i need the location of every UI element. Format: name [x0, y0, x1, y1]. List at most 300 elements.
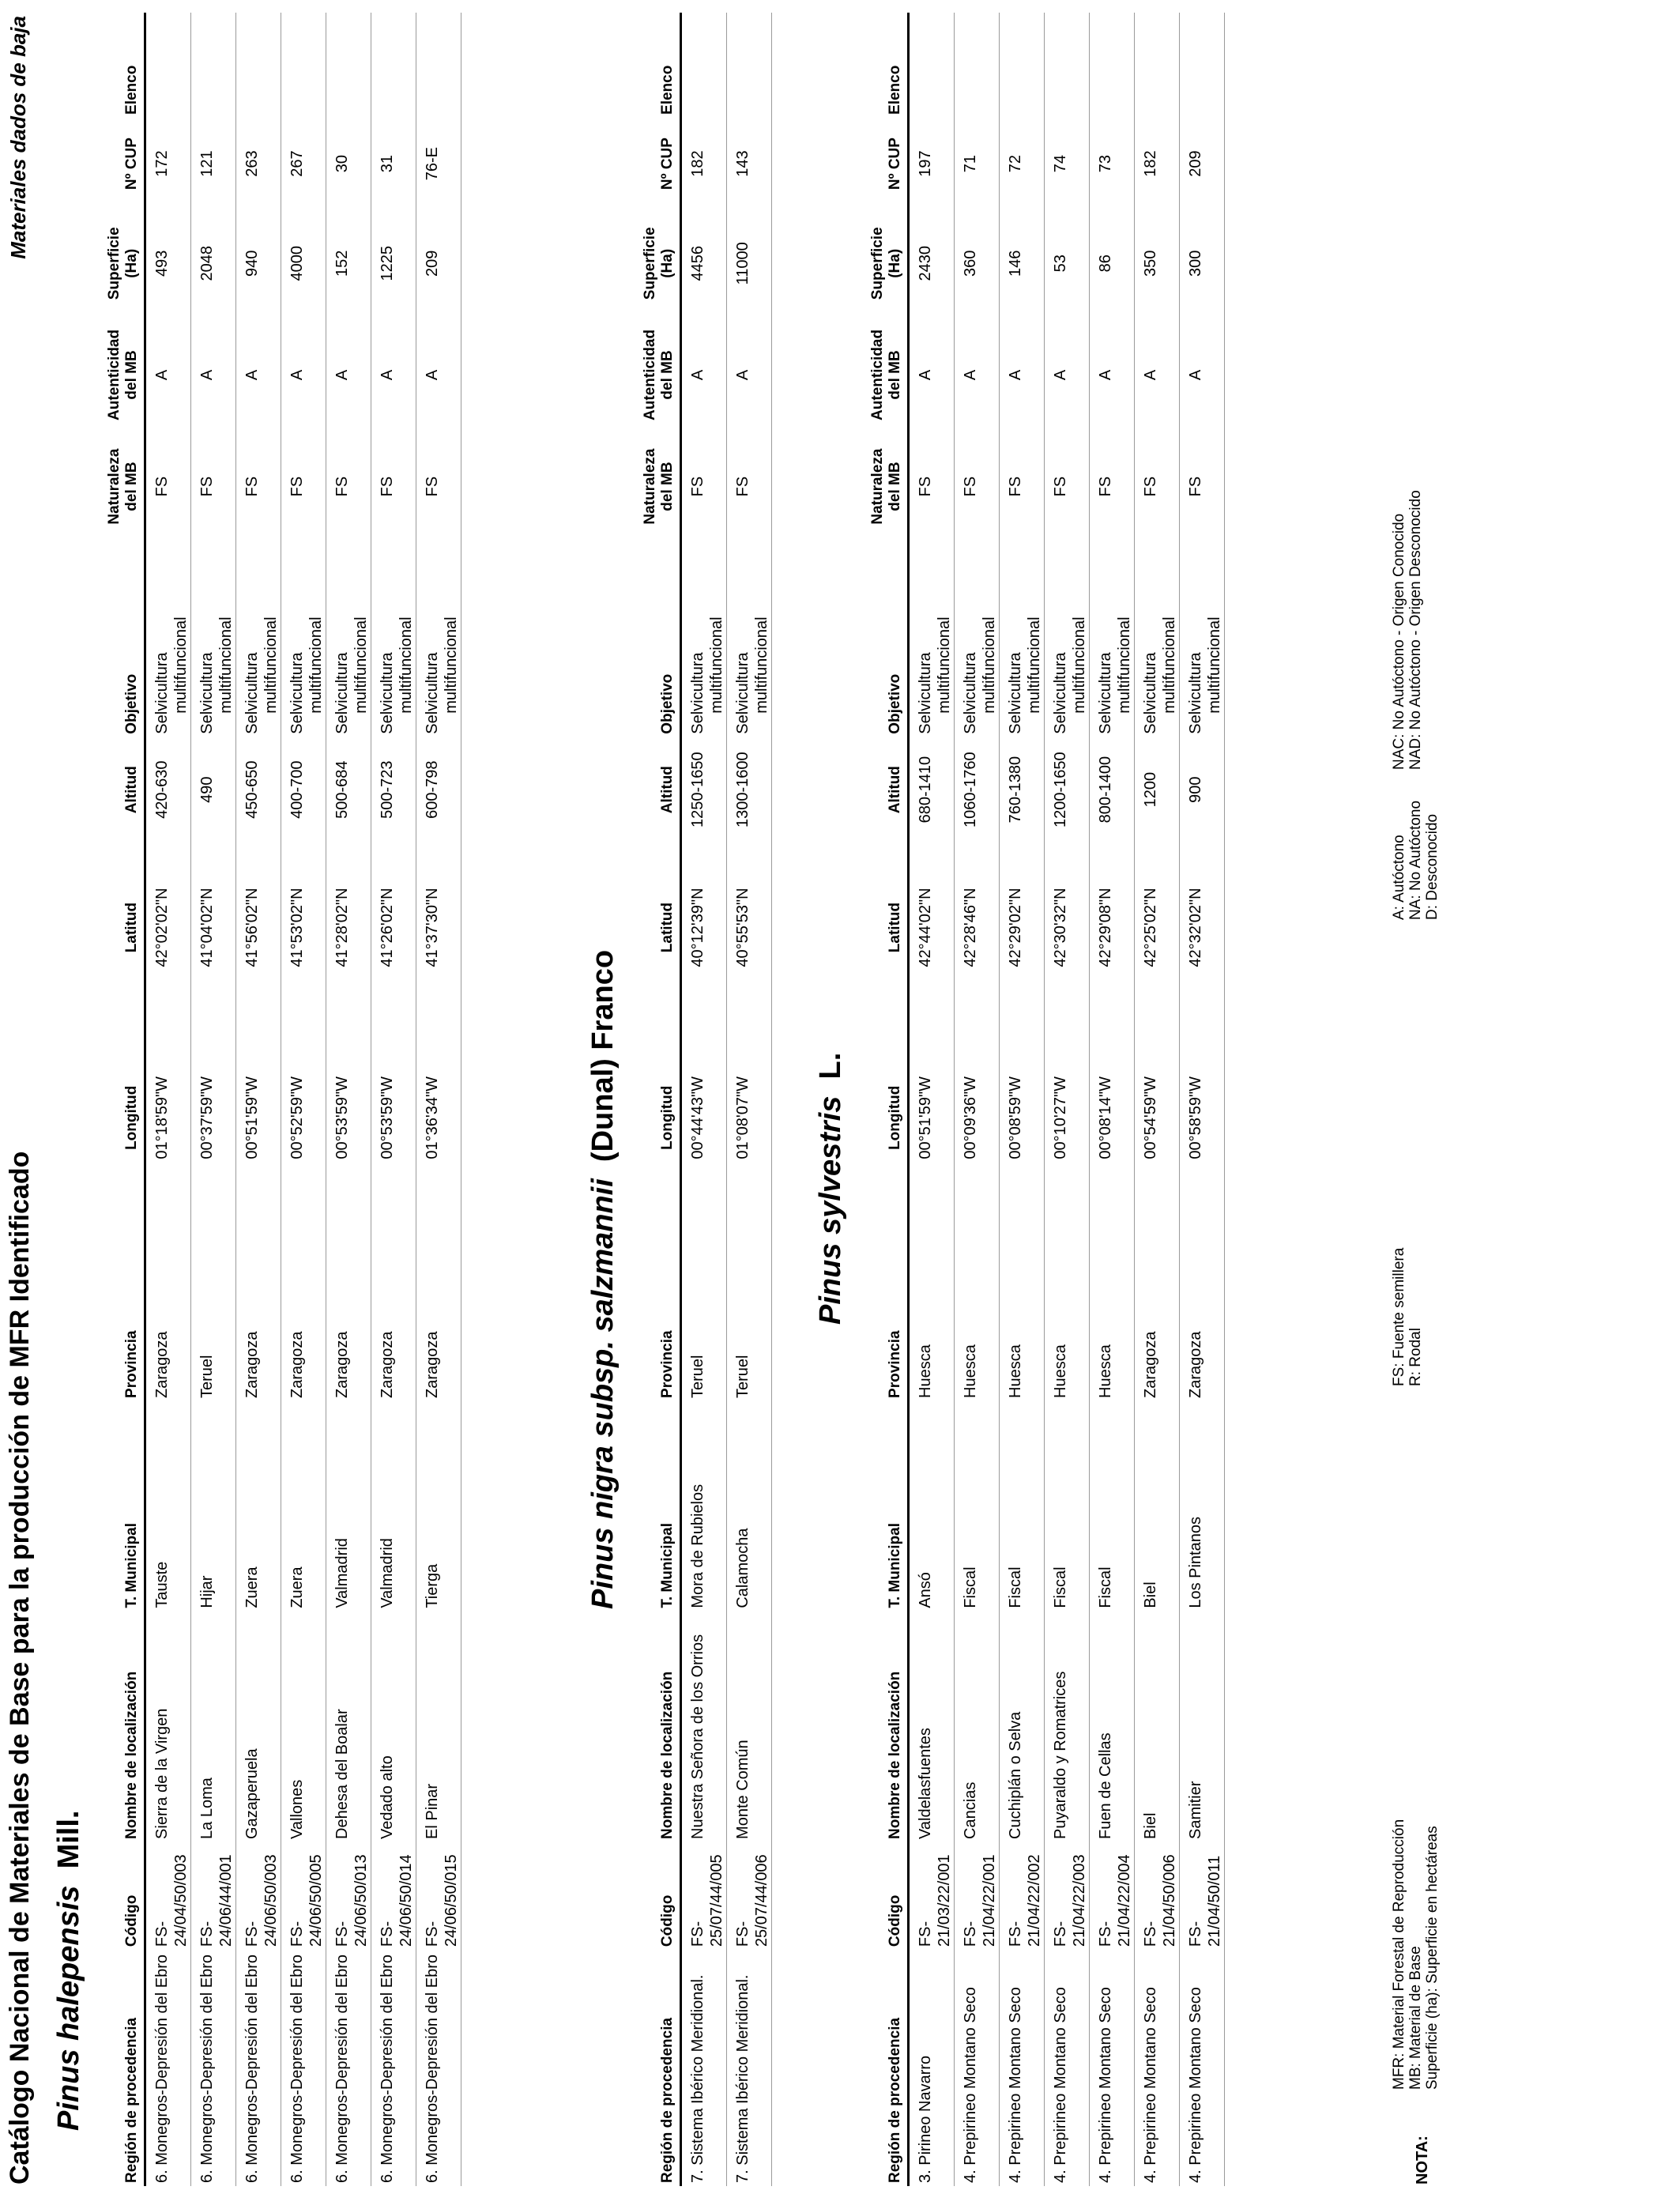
cell-provincia: Teruel — [191, 1223, 236, 1401]
table-row — [1000, 13, 1045, 2186]
species-author: (Dunal) Franco — [586, 949, 620, 1163]
notes-authenticity-legend — [1391, 801, 1441, 920]
objetivo-text — [153, 544, 190, 734]
cell-elenco — [681, 13, 727, 118]
cell-region: 4. Prepirineo Montano Seco — [955, 1950, 1000, 2186]
cell-nombre: Dehesa del Boalar — [326, 1612, 371, 1842]
col-header-latitud: Latitud — [869, 843, 909, 1013]
cell-naturaleza: FS — [191, 432, 236, 540]
cell-region: 6. Monegros-Depresión del Ebro — [371, 1950, 416, 2186]
notes-abbreviations — [1391, 1819, 1441, 2090]
cell-cup: 121 — [191, 118, 236, 209]
cell-cup: 71 — [955, 118, 1000, 209]
cell-objetivo — [1135, 541, 1180, 737]
objetivo-line: Selvicultura — [198, 652, 216, 734]
cell-altitud: 500-723 — [371, 737, 416, 843]
cell-latitud: 41°04'02"N — [191, 843, 236, 1013]
cell-naturaleza: FS — [1000, 432, 1045, 540]
species-title-halepensis — [52, 1811, 86, 2131]
objetivo-line: Selvicultura — [1052, 652, 1069, 734]
cell-objetivo — [1045, 541, 1090, 737]
cell-objetivo — [955, 541, 1000, 737]
objetivo-text — [733, 544, 771, 734]
cell-latitud: 42°29'02"N — [1000, 843, 1045, 1013]
cell-codigo: FS-21/04/22/002 — [1000, 1842, 1045, 1950]
cell-region: 4. Prepirineo Montano Seco — [1180, 1950, 1225, 2186]
cell-elenco — [416, 13, 461, 118]
cell-naturaleza: FS — [955, 432, 1000, 540]
cell-superficie: 300 — [1180, 209, 1225, 317]
objetivo-line: multifuncional — [443, 616, 460, 714]
cell-codigo: FS-21/04/22/003 — [1045, 1842, 1090, 1950]
cell-altitud: 1060-1760 — [955, 737, 1000, 843]
objetivo-text — [243, 544, 281, 734]
cell-provincia: Zaragoza — [281, 1223, 326, 1401]
notes-label: NOTA: — [1414, 2136, 1431, 2185]
table-row — [1045, 13, 1090, 2186]
cell-objetivo — [681, 541, 727, 737]
cell-region: 6. Monegros-Depresión del Ebro — [236, 1950, 281, 2186]
cell-nombre: Cuchiplán o Selva — [1000, 1612, 1045, 1842]
col-header-objetivo: Objetivo — [869, 541, 909, 737]
col-header-objetivo: Objetivo — [642, 541, 681, 737]
objetivo-line: Selvicultura — [243, 652, 261, 734]
header-line: Naturaleza — [642, 448, 658, 525]
cell-longitud: 01°18'59"W — [145, 1012, 191, 1223]
note-line: A: Autóctono — [1391, 835, 1407, 920]
cell-longitud: 00°10'27"W — [1045, 1012, 1090, 1223]
cell-longitud: 00°58'59"W — [1180, 1012, 1225, 1223]
objetivo-line: multifuncional — [981, 616, 998, 714]
cell-region: 3. Pirineo Navarro — [909, 1950, 955, 2186]
cell-nombre: Biel — [1135, 1612, 1180, 1842]
cell-codigo: FS-21/04/22/004 — [1090, 1842, 1135, 1950]
cell-municipio: Ansó — [909, 1401, 955, 1612]
cell-provincia: Zaragoza — [371, 1223, 416, 1401]
cell-municipio: Zuera — [281, 1401, 326, 1612]
objetivo-text — [423, 544, 461, 734]
cell-latitud: 41°26'02"N — [371, 843, 416, 1013]
col-header-region: Región de procedencia — [869, 1950, 909, 2186]
cell-altitud: 1250-1650 — [681, 737, 727, 843]
cell-cup: 143 — [727, 118, 772, 209]
cell-municipio: Biel — [1135, 1401, 1180, 1612]
cell-objetivo — [371, 541, 416, 737]
cell-longitud: 01°08'07"W — [727, 1012, 772, 1223]
cell-longitud: 00°08'59"W — [1000, 1012, 1045, 1223]
objetivo-text — [1141, 544, 1179, 734]
cell-superficie: 4000 — [281, 209, 326, 317]
cell-region: 6. Monegros-Depresión del Ebro — [191, 1950, 236, 2186]
note-line: D: Desconocido — [1424, 813, 1441, 920]
cell-latitud: 42°44'02"N — [909, 843, 955, 1013]
cell-nombre: Nuestra Señora de los Orrios — [681, 1612, 727, 1842]
cell-objetivo — [727, 541, 772, 737]
cell-provincia: Zaragoza — [1180, 1223, 1225, 1401]
cell-longitud: 00°53'59"W — [326, 1012, 371, 1223]
cell-municipio: Fiscal — [1090, 1401, 1135, 1612]
cell-objetivo — [416, 541, 461, 737]
cell-superficie: 493 — [145, 209, 191, 317]
objetivo-line: multifuncional — [307, 616, 325, 714]
col-header-longitud: Longitud — [106, 1012, 145, 1223]
objetivo-line: Selvicultura — [379, 652, 396, 734]
cell-provincia: Teruel — [727, 1223, 772, 1401]
table-pinus-sylvestris — [869, 13, 1225, 2186]
cell-altitud: 1300-1600 — [727, 737, 772, 843]
cell-latitud: 41°56'02"N — [236, 843, 281, 1013]
col-header-superficie — [869, 209, 909, 317]
cell-autenticidad: A — [416, 317, 461, 432]
header-line: Autenticidad — [869, 329, 886, 420]
col-header-codigo: Código — [642, 1842, 681, 1950]
cell-provincia: Zaragoza — [416, 1223, 461, 1401]
cell-autenticidad: A — [281, 317, 326, 432]
objetivo-line: Selvicultura — [153, 652, 171, 734]
cell-autenticidad: A — [191, 317, 236, 432]
cell-provincia: Huesca — [1090, 1223, 1135, 1401]
objetivo-line: Selvicultura — [424, 652, 441, 734]
cell-elenco — [1180, 13, 1225, 118]
cell-codigo: FS-24/06/50/014 — [371, 1842, 416, 1950]
cell-altitud: 1200 — [1135, 737, 1180, 843]
objetivo-line: multifuncional — [217, 616, 235, 714]
document-title: Catálogo Nacional de Materiales de Base para la producción de MFR Identificado — [5, 1151, 35, 2185]
header-row — [106, 13, 145, 2186]
cell-elenco — [326, 13, 371, 118]
cell-autenticidad: A — [727, 317, 772, 432]
cell-longitud: 01°36'34"W — [416, 1012, 461, 1223]
cell-autenticidad: A — [371, 317, 416, 432]
cell-elenco — [1090, 13, 1135, 118]
cell-objetivo — [145, 541, 191, 737]
cell-objetivo — [1090, 541, 1135, 737]
header-line: (Ha) — [659, 248, 676, 278]
cell-provincia: Zaragoza — [236, 1223, 281, 1401]
notes-origin-legend — [1391, 490, 1424, 770]
cell-codigo: FS-21/04/22/001 — [955, 1842, 1000, 1950]
objetivo-text — [1096, 544, 1134, 734]
cell-municipio: Valmadrid — [326, 1401, 371, 1612]
cell-naturaleza: FS — [1090, 432, 1135, 540]
note-line: MB: Material de Base — [1407, 1946, 1424, 2090]
cell-longitud: 00°51'59"W — [236, 1012, 281, 1223]
cell-objetivo — [281, 541, 326, 737]
cell-municipio: Valmadrid — [371, 1401, 416, 1612]
cell-autenticidad: A — [145, 317, 191, 432]
cell-altitud: 400-700 — [281, 737, 326, 843]
cell-cup: 197 — [909, 118, 955, 209]
cell-region: 6. Monegros-Depresión del Ebro — [145, 1950, 191, 2186]
col-header-longitud: Longitud — [869, 1012, 909, 1223]
cell-altitud: 1200-1650 — [1045, 737, 1090, 843]
cell-autenticidad: A — [1180, 317, 1225, 432]
cell-objetivo — [191, 541, 236, 737]
cell-elenco — [1135, 13, 1180, 118]
col-header-nombre: Nombre de localización — [106, 1612, 145, 1842]
objetivo-line: multifuncional — [1071, 616, 1088, 714]
cell-elenco — [281, 13, 326, 118]
cell-cup: 76-E — [416, 118, 461, 209]
col-header-municipio: T. Municipal — [869, 1401, 909, 1612]
objetivo-line: multifuncional — [936, 616, 953, 714]
cell-elenco — [909, 13, 955, 118]
table-row — [326, 13, 371, 2186]
cell-nombre: Sierra de la Virgen — [145, 1612, 191, 1842]
cell-codigo: FS-21/04/50/006 — [1135, 1842, 1180, 1950]
objetivo-text — [288, 544, 326, 734]
col-header-provincia: Provincia — [869, 1223, 909, 1401]
header-line: del MB — [659, 350, 676, 400]
col-header-longitud: Longitud — [642, 1012, 681, 1223]
document-subtitle: Materiales dados de baja — [6, 16, 30, 259]
table-row — [236, 13, 281, 2186]
species-author: L. — [814, 1052, 847, 1080]
cell-superficie: 152 — [326, 209, 371, 317]
cell-objetivo — [1000, 541, 1045, 737]
cell-superficie: 53 — [1045, 209, 1090, 317]
cell-provincia: Huesca — [1045, 1223, 1090, 1401]
header-line: Superficie — [869, 227, 886, 300]
col-header-nombre: Nombre de localización — [642, 1612, 681, 1842]
cell-latitud: 41°28'02"N — [326, 843, 371, 1013]
cell-municipio: Fiscal — [955, 1401, 1000, 1612]
cell-region: 7. Sistema Ibérico Meridional. — [681, 1950, 727, 2186]
col-header-naturaleza — [869, 432, 909, 540]
cell-superficie: 86 — [1090, 209, 1135, 317]
col-header-municipio: T. Municipal — [642, 1401, 681, 1612]
objetivo-line: multifuncional — [1026, 616, 1043, 714]
cell-provincia: Zaragoza — [145, 1223, 191, 1401]
species-title-sylvestris — [814, 1053, 848, 1325]
col-header-municipio: T. Municipal — [106, 1401, 145, 1612]
objetivo-line: multifuncional — [1206, 616, 1223, 714]
col-header-altitud: Altitud — [106, 737, 145, 843]
cell-cup: 31 — [371, 118, 416, 209]
cell-elenco — [1045, 13, 1090, 118]
cell-region: 6. Monegros-Depresión del Ebro — [326, 1950, 371, 2186]
header-line: (Ha) — [123, 248, 140, 278]
col-header-region: Región de procedencia — [642, 1950, 681, 2186]
objetivo-line: Selvicultura — [917, 652, 934, 734]
cell-altitud: 450-650 — [236, 737, 281, 843]
table-row — [909, 13, 955, 2186]
cell-longitud: 00°52'59"W — [281, 1012, 326, 1223]
cell-superficie: 2430 — [909, 209, 955, 317]
objetivo-line: multifuncional — [753, 616, 770, 714]
cell-superficie: 360 — [955, 209, 1000, 317]
table-row — [1135, 13, 1180, 2186]
cell-elenco — [371, 13, 416, 118]
header-line: del MB — [887, 350, 903, 400]
note-line: FS: Fuente semillera — [1391, 1247, 1407, 1386]
note-line: NAD: No Autóctono - Origen Desconocido — [1407, 490, 1424, 770]
cell-autenticidad: A — [1000, 317, 1045, 432]
col-header-elenco: Elenco — [106, 13, 145, 118]
cell-altitud: 900 — [1180, 737, 1225, 843]
header-row — [642, 13, 681, 2186]
cell-naturaleza: FS — [371, 432, 416, 540]
col-header-altitud: Altitud — [869, 737, 909, 843]
cell-cup: 74 — [1045, 118, 1090, 209]
cell-codigo: FS-24/06/50/003 — [236, 1842, 281, 1950]
table-row — [191, 13, 236, 2186]
header-line: Superficie — [106, 227, 122, 300]
cell-superficie: 11000 — [727, 209, 772, 317]
cell-naturaleza: FS — [909, 432, 955, 540]
cell-cup: 267 — [281, 118, 326, 209]
cell-autenticidad: A — [681, 317, 727, 432]
cell-region: 4. Prepirineo Montano Seco — [1090, 1950, 1135, 2186]
header-line: del MB — [887, 462, 903, 511]
cell-superficie: 1225 — [371, 209, 416, 317]
cell-elenco — [727, 13, 772, 118]
cell-municipio: Fiscal — [1000, 1401, 1045, 1612]
header-row — [869, 13, 909, 2186]
cell-cup: 263 — [236, 118, 281, 209]
col-header-latitud: Latitud — [106, 843, 145, 1013]
cell-municipio: Los Pintanos — [1180, 1401, 1225, 1612]
cell-autenticidad: A — [909, 317, 955, 432]
cell-naturaleza: FS — [145, 432, 191, 540]
objetivo-text — [378, 544, 416, 734]
cell-elenco — [955, 13, 1000, 118]
cell-nombre: Fuen de Cellas — [1090, 1612, 1135, 1842]
col-header-naturaleza — [106, 432, 145, 540]
cell-municipio: Tierga — [416, 1401, 461, 1612]
cell-nombre: Cancias — [955, 1612, 1000, 1842]
header-line: Autenticidad — [642, 329, 658, 420]
cell-latitud: 42°29'08"N — [1090, 843, 1135, 1013]
cell-longitud: 00°53'59"W — [371, 1012, 416, 1223]
cell-municipio: Zuera — [236, 1401, 281, 1612]
header-line: del MB — [123, 350, 140, 400]
objetivo-line: multifuncional — [352, 616, 370, 714]
cell-municipio: Fiscal — [1045, 1401, 1090, 1612]
table-row — [681, 13, 727, 2186]
cell-autenticidad: A — [1090, 317, 1135, 432]
objetivo-text — [688, 544, 726, 734]
cell-objetivo — [236, 541, 281, 737]
col-header-elenco: Elenco — [869, 13, 909, 118]
table-row — [955, 13, 1000, 2186]
cell-elenco — [145, 13, 191, 118]
cell-altitud: 420-630 — [145, 737, 191, 843]
cell-altitud: 600-798 — [416, 737, 461, 843]
note-line: Superficie (ha): Superficie en hectáreas — [1424, 1826, 1441, 2090]
cell-naturaleza: FS — [326, 432, 371, 540]
cell-region: 6. Monegros-Depresión del Ebro — [281, 1950, 326, 2186]
cell-codigo: FS-24/06/50/013 — [326, 1842, 371, 1950]
cell-longitud: 00°51'59"W — [909, 1012, 955, 1223]
col-header-codigo: Código — [869, 1842, 909, 1950]
objetivo-line: multifuncional — [1116, 616, 1133, 714]
col-header-autenticidad — [869, 317, 909, 432]
species-name: Pinus nigra subsp. salzmannii — [586, 1178, 620, 1609]
cell-codigo: FS-24/04/50/003 — [145, 1842, 191, 1950]
cell-objetivo — [909, 541, 955, 737]
cell-latitud: 41°37'30"N — [416, 843, 461, 1013]
objetivo-line: Selvicultura — [962, 652, 979, 734]
cell-elenco — [1000, 13, 1045, 118]
cell-superficie: 350 — [1135, 209, 1180, 317]
cell-superficie: 209 — [416, 209, 461, 317]
cell-region: 4. Prepirineo Montano Seco — [1000, 1950, 1045, 2186]
cell-longitud: 00°37'59"W — [191, 1012, 236, 1223]
col-header-cup: Nº CUP — [642, 118, 681, 209]
note-line: NAC: No Autóctono - Origen Conocido — [1391, 513, 1407, 770]
header-line: Naturaleza — [106, 448, 122, 525]
cell-superficie: 146 — [1000, 209, 1045, 317]
cell-objetivo — [1180, 541, 1225, 737]
objetivo-text — [1006, 544, 1044, 734]
table-row — [727, 13, 772, 2186]
cell-naturaleza: FS — [236, 432, 281, 540]
objetivo-line: multifuncional — [708, 616, 725, 714]
header-line: Superficie — [642, 227, 658, 300]
cell-cup: 209 — [1180, 118, 1225, 209]
col-header-elenco: Elenco — [642, 13, 681, 118]
col-header-cup: Nº CUP — [869, 118, 909, 209]
objetivo-line: multifuncional — [1161, 616, 1178, 714]
table-pinus-nigra — [642, 13, 772, 2186]
col-header-provincia: Provincia — [642, 1223, 681, 1401]
cell-codigo: FS-21/04/50/011 — [1180, 1842, 1225, 1950]
objetivo-line: Selvicultura — [288, 652, 306, 734]
col-header-nombre: Nombre de localización — [869, 1612, 909, 1842]
cell-superficie: 940 — [236, 209, 281, 317]
col-header-codigo: Código — [106, 1842, 145, 1950]
notes-nature-legend — [1391, 1248, 1424, 1386]
cell-provincia: Zaragoza — [326, 1223, 371, 1401]
cell-naturaleza: FS — [727, 432, 772, 540]
cell-superficie: 4456 — [681, 209, 727, 317]
cell-municipio: Tauste — [145, 1401, 191, 1612]
table-pinus-halepensis — [106, 13, 461, 2186]
cell-nombre: Puyaraldo y Romatrices — [1045, 1612, 1090, 1842]
cell-codigo: FS-24/06/50/015 — [416, 1842, 461, 1950]
header-line: del MB — [123, 462, 140, 511]
table-row — [371, 13, 416, 2186]
header-line: (Ha) — [887, 248, 903, 278]
cell-nombre: Vallones — [281, 1612, 326, 1842]
cell-altitud: 680-1410 — [909, 737, 955, 843]
col-header-altitud: Altitud — [642, 737, 681, 843]
cell-nombre: Vedado alto — [371, 1612, 416, 1842]
cell-naturaleza: FS — [681, 432, 727, 540]
cell-cup: 30 — [326, 118, 371, 209]
objetivo-line: Selvicultura — [734, 652, 751, 734]
cell-provincia: Zaragoza — [1135, 1223, 1180, 1401]
cell-objetivo — [326, 541, 371, 737]
cell-cup: 172 — [145, 118, 191, 209]
cell-codigo: FS-25/07/44/006 — [727, 1842, 772, 1950]
cell-longitud: 00°09'36"W — [955, 1012, 1000, 1223]
cell-altitud: 800-1400 — [1090, 737, 1135, 843]
species-name: Pinus halepensis — [52, 1885, 85, 2131]
objetivo-text — [1051, 544, 1089, 734]
col-header-cup: Nº CUP — [106, 118, 145, 209]
cell-autenticidad: A — [955, 317, 1000, 432]
cell-autenticidad: A — [1045, 317, 1090, 432]
cell-cup: 182 — [681, 118, 727, 209]
note-line: MFR: Material Forestal de Reproducción — [1391, 1819, 1407, 2090]
cell-municipio: Hijar — [191, 1401, 236, 1612]
cell-codigo: FS-24/06/50/005 — [281, 1842, 326, 1950]
cell-nombre: Gazaperuela — [236, 1612, 281, 1842]
col-header-provincia: Provincia — [106, 1223, 145, 1401]
cell-nombre: Valdelasfuentes — [909, 1612, 955, 1842]
